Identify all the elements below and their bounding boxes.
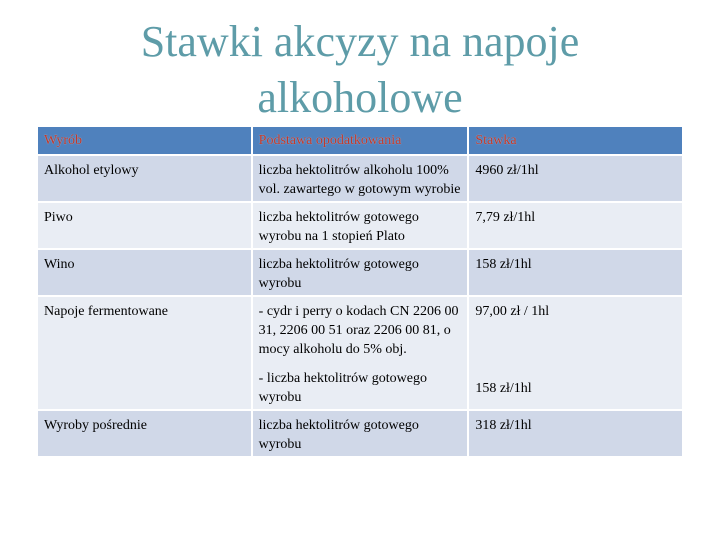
- page-title-line2: alkoholowe: [257, 73, 463, 122]
- cell-rate: 318 zł/1hl: [469, 411, 682, 456]
- cell-product: Alkohol etylowy: [38, 156, 251, 201]
- tax-base-text: - cydr i perry o kodach CN 2206 00 31, 2206 00 51 oraz 2206 00 81, o mocy alkoholu do 5% obj.: [258, 304, 459, 357]
- cell-rate: [469, 297, 682, 409]
- cell-tax-base: liczba hektolitrów alkoholu 100% vol. zawartego w gotowym wyrobie: [253, 156, 468, 201]
- table-row: [38, 411, 682, 456]
- header-rate: Stawka: [469, 127, 682, 154]
- table-row: [38, 250, 682, 295]
- rate-extra-text: 158 zł/1hl: [475, 381, 532, 396]
- table-row: [38, 203, 682, 248]
- table-row: [38, 297, 682, 409]
- cell-tax-base: liczba hektolitrów gotowego wyrobu na 1 stopień Plato: [253, 203, 468, 248]
- rate-text: 97,00 zł / 1hl: [475, 304, 550, 319]
- cell-rate: 158 zł/1hl: [469, 250, 682, 295]
- header-tax-base: Podstawa opodatkowania: [253, 127, 468, 154]
- cell-tax-base: liczba hektolitrów gotowego wyrobu: [253, 411, 468, 456]
- cell-product: Napoje fermentowane: [38, 297, 251, 409]
- cell-product: Wyroby pośrednie: [38, 411, 251, 456]
- cell-tax-base: [253, 297, 468, 409]
- page-title-line1: Stawki akcyzy na napoje: [140, 17, 580, 66]
- page-title: [60, 14, 660, 126]
- header-product: Wyrób: [38, 127, 251, 154]
- excise-rates-table: [36, 125, 684, 458]
- cell-tax-base: liczba hektolitrów gotowego wyrobu: [253, 250, 468, 295]
- table-row: [38, 156, 682, 201]
- cell-product: Wino: [38, 250, 251, 295]
- cell-rate: 7,79 zł/1hl: [469, 203, 682, 248]
- cell-product: Piwo: [38, 203, 251, 248]
- tax-base-extra-text: - liczba hektolitrów gotowego wyrobu: [258, 371, 427, 405]
- table-header-row: [38, 127, 682, 154]
- cell-rate: 4960 zł/1hl: [469, 156, 682, 201]
